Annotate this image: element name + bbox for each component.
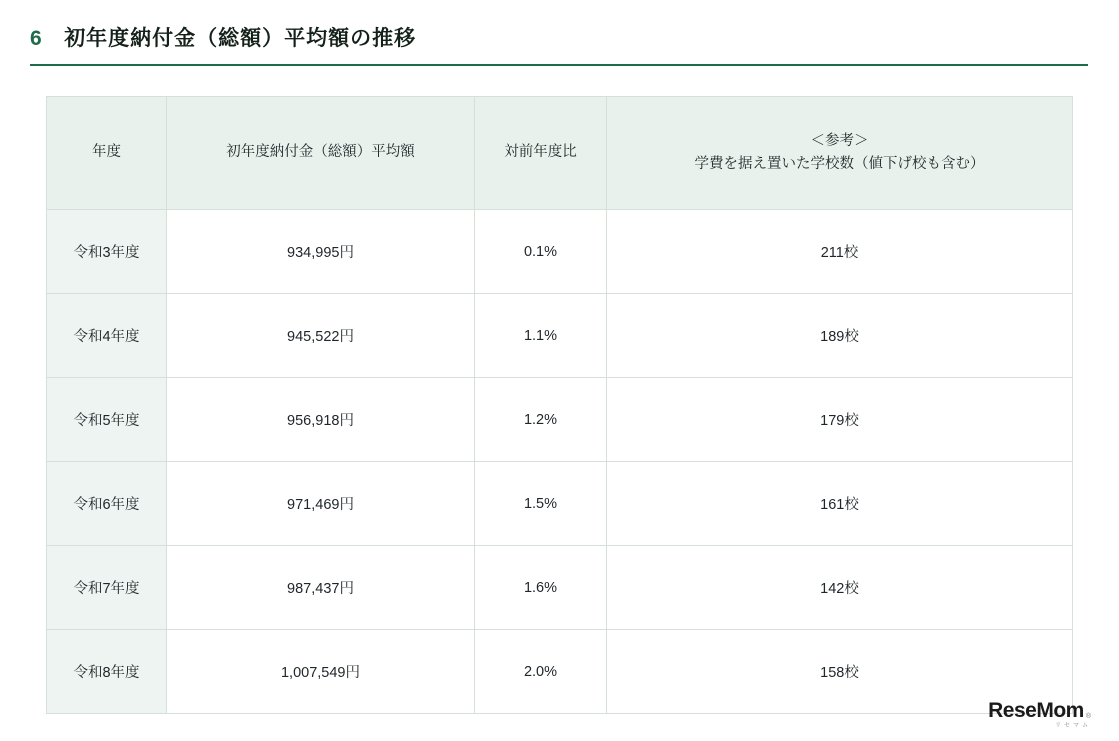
cell-amount: 987,437円 — [167, 546, 475, 630]
column-header-reference-schools — [607, 97, 1073, 210]
cell-year: 令和4年度 — [47, 294, 167, 378]
cell-ratio: 1.6% — [475, 546, 607, 630]
page-header — [30, 22, 1088, 66]
cell-ratio: 0.1% — [475, 210, 607, 294]
table-container — [46, 96, 1072, 714]
cell-amount: 945,522円 — [167, 294, 475, 378]
cell-amount: 1,007,549円 — [167, 630, 475, 714]
cell-ratio: 1.1% — [475, 294, 607, 378]
logo-subtitle: リセマム — [1055, 723, 1091, 729]
cell-schools: 161校 — [607, 462, 1073, 546]
table-row — [47, 294, 1073, 378]
column-header-year: 年度 — [47, 97, 167, 210]
cell-ratio: 2.0% — [475, 630, 607, 714]
cell-ratio: 1.2% — [475, 378, 607, 462]
cell-amount: 956,918円 — [167, 378, 475, 462]
column-header-average-amount: 初年度納付金（総額）平均額 — [167, 97, 475, 210]
cell-schools: 142校 — [607, 546, 1073, 630]
first-year-payment-table — [46, 96, 1073, 714]
cell-year: 令和3年度 — [47, 210, 167, 294]
table-header — [47, 97, 1073, 210]
cell-schools: 179校 — [607, 378, 1073, 462]
cell-ratio: 1.5% — [475, 462, 607, 546]
page-title: 初年度納付金（総額）平均額の推移 — [64, 27, 417, 50]
table-row — [47, 462, 1073, 546]
cell-schools: 211校 — [607, 210, 1073, 294]
table-row — [47, 378, 1073, 462]
cell-amount: 934,995円 — [167, 210, 475, 294]
cell-schools: 158校 — [607, 630, 1073, 714]
trademark-symbol: ® — [1085, 713, 1091, 720]
cell-year: 令和8年度 — [47, 630, 167, 714]
cell-year: 令和7年度 — [47, 546, 167, 630]
section-number: 6 — [30, 27, 43, 50]
table-row — [47, 630, 1073, 714]
cell-year: 令和5年度 — [47, 378, 167, 462]
table-row — [47, 546, 1073, 630]
reference-note-label: ＜参考＞ — [810, 132, 869, 149]
cell-amount: 971,469円 — [167, 462, 475, 546]
logo-text: ReseMom — [988, 699, 1084, 722]
cell-schools: 189校 — [607, 294, 1073, 378]
table-body — [47, 210, 1073, 714]
cell-year: 令和6年度 — [47, 462, 167, 546]
column-header-year-over-year: 対前年度比 — [475, 97, 607, 210]
table-row — [47, 210, 1073, 294]
reference-detail-label: 学費を据え置いた学校数（値下げ校も含む） — [694, 156, 985, 172]
table-header-row — [47, 97, 1073, 210]
